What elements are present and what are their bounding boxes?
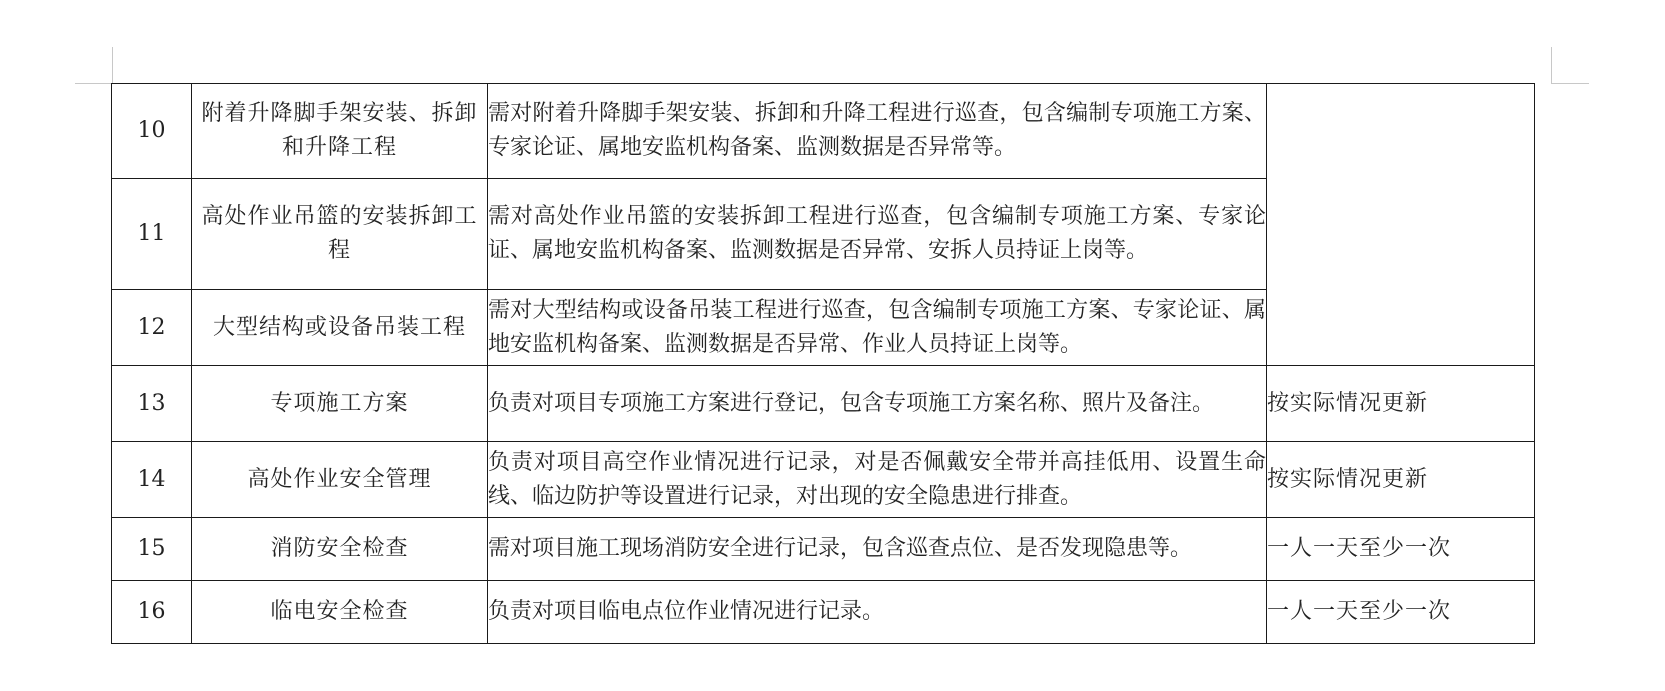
row-number: 13 bbox=[112, 366, 192, 442]
row-number: 11 bbox=[112, 179, 192, 290]
update-frequency: 一人一天至少一次 bbox=[1267, 581, 1535, 644]
crop-mark-top-left bbox=[112, 47, 113, 83]
item-description: 需对大型结构或设备吊装工程进行巡查，包含编制专项施工方案、专家论证、属地安监机构备案、监测数据是否异常、作业人员持证上岗等。 bbox=[488, 290, 1267, 366]
item-description: 负责对项目临电点位作业情况进行记录。 bbox=[488, 581, 1267, 644]
table-row bbox=[112, 366, 1535, 442]
item-description: 需对附着升降脚手架安装、拆卸和升降工程进行巡查，包含编制专项施工方案、专家论证、属地安监机构备案、监测数据是否异常等。 bbox=[488, 84, 1267, 179]
item-name: 大型结构或设备吊装工程 bbox=[192, 290, 488, 366]
update-frequency: 按实际情况更新 bbox=[1267, 366, 1535, 442]
inspection-items-table bbox=[111, 83, 1535, 644]
item-description: 负责对项目专项施工方案进行登记，包含专项施工方案名称、照片及备注。 bbox=[488, 366, 1267, 442]
row-number: 12 bbox=[112, 290, 192, 366]
crop-mark-top-right bbox=[1551, 83, 1589, 84]
row-number: 15 bbox=[112, 518, 192, 581]
row-number: 14 bbox=[112, 442, 192, 518]
item-name: 高处作业安全管理 bbox=[192, 442, 488, 518]
item-name: 附着升降脚手架安装、拆卸和升降工程 bbox=[192, 84, 488, 179]
item-name: 专项施工方案 bbox=[192, 366, 488, 442]
crop-mark-top-left bbox=[75, 83, 113, 84]
table-row bbox=[112, 518, 1535, 581]
table-row bbox=[112, 442, 1535, 518]
table-row bbox=[112, 581, 1535, 644]
item-description: 负责对项目高空作业情况进行记录，对是否佩戴安全带并高挂低用、设置生命线、临边防护等设置进行记录，对出现的安全隐患进行排查。 bbox=[488, 442, 1267, 518]
item-description: 需对项目施工现场消防安全进行记录，包含巡查点位、是否发现隐患等。 bbox=[488, 518, 1267, 581]
table-row bbox=[112, 84, 1535, 179]
item-name: 消防安全检查 bbox=[192, 518, 488, 581]
item-name: 高处作业吊篮的安装拆卸工程 bbox=[192, 179, 488, 290]
item-name: 临电安全检查 bbox=[192, 581, 488, 644]
item-description: 需对高处作业吊篮的安装拆卸工程进行巡查，包含编制专项施工方案、专家论证、属地安监机构备案、监测数据是否异常、安拆人员持证上岗等。 bbox=[488, 179, 1267, 290]
row-number: 10 bbox=[112, 84, 192, 179]
update-frequency: 一人一天至少一次 bbox=[1267, 518, 1535, 581]
crop-mark-top-right bbox=[1551, 47, 1552, 83]
update-frequency: 按实际情况更新 bbox=[1267, 442, 1535, 518]
row-number: 16 bbox=[112, 581, 192, 644]
update-frequency bbox=[1267, 84, 1535, 366]
